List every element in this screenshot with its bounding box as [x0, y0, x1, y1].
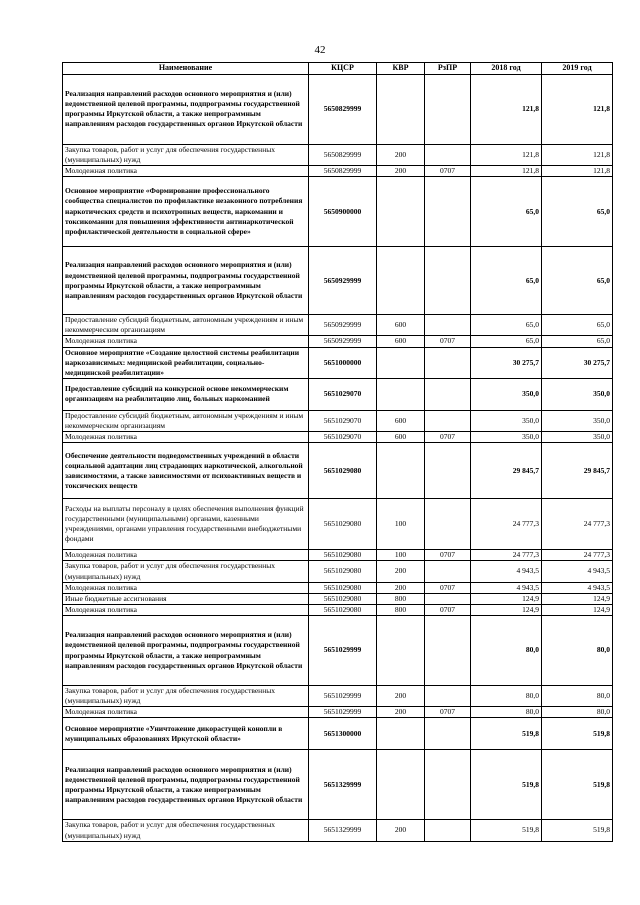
col-header-2018: 2018 год [471, 63, 542, 75]
col-header-name: Наименование [63, 63, 309, 75]
cell-kvr: 600 [377, 432, 425, 443]
cell-name: Молодежная политика [63, 604, 309, 615]
table-row [63, 247, 613, 315]
cell-2018: 24 777,3 [471, 499, 542, 550]
cell-2019: 65,0 [542, 336, 613, 347]
cell-kvr: 200 [377, 820, 425, 841]
cell-2019: 4 943,5 [542, 582, 613, 593]
budget-table [62, 62, 613, 842]
table-header-row [63, 63, 613, 75]
cell-rzpr [425, 616, 471, 686]
cell-kcsr: 5651029070 [309, 378, 377, 410]
cell-2018: 30 275,7 [471, 347, 542, 378]
cell-name: Закупка товаров, работ и услуг для обеспечения государственных (муниципальных) нужд [63, 686, 309, 707]
cell-kcsr: 5651029080 [309, 443, 377, 499]
cell-kcsr: 5651029080 [309, 593, 377, 604]
cell-name: Молодежная политика [63, 707, 309, 718]
cell-2019: 121,8 [542, 144, 613, 165]
cell-2018: 519,8 [471, 750, 542, 820]
cell-kcsr: 5651029070 [309, 432, 377, 443]
cell-rzpr [425, 177, 471, 247]
table-row [63, 315, 613, 336]
table-row [63, 707, 613, 718]
cell-rzpr: 0707 [425, 707, 471, 718]
cell-name: Предоставление субсидий на конкурсной основе некоммерческим организациям на реабилитацию лиц, больных наркоманией [63, 378, 309, 410]
cell-2018: 350,0 [471, 432, 542, 443]
cell-2018: 29 845,7 [471, 443, 542, 499]
table-row [63, 582, 613, 593]
table-row [63, 336, 613, 347]
cell-2018: 65,0 [471, 315, 542, 336]
cell-2018: 124,9 [471, 604, 542, 615]
cell-name: Молодежная политика [63, 166, 309, 177]
cell-rzpr [425, 686, 471, 707]
cell-2018: 121,8 [471, 74, 542, 144]
cell-2018: 65,0 [471, 247, 542, 315]
cell-2018: 65,0 [471, 177, 542, 247]
cell-kvr: 200 [377, 144, 425, 165]
col-header-kvr: КВР [377, 63, 425, 75]
cell-rzpr [425, 499, 471, 550]
cell-name: Расходы на выплаты персоналу в целях обеспечения выполнения функций государственными (муниципальными) органами, казенными учреждениями, органами управления государственными внебюджетными фондами [63, 499, 309, 550]
table-row [63, 432, 613, 443]
cell-kvr: 600 [377, 410, 425, 431]
cell-kvr: 200 [377, 561, 425, 582]
cell-rzpr [425, 718, 471, 750]
cell-name: Молодежная политика [63, 336, 309, 347]
cell-name: Закупка товаров, работ и услуг для обеспечения государственных (муниципальных) нужд [63, 820, 309, 841]
table-row [63, 686, 613, 707]
cell-kcsr: 5651300000 [309, 718, 377, 750]
cell-kvr: 100 [377, 499, 425, 550]
cell-kcsr: 5650929999 [309, 336, 377, 347]
table-body [63, 74, 613, 841]
cell-rzpr [425, 74, 471, 144]
cell-2018: 124,9 [471, 593, 542, 604]
col-header-2019: 2019 год [542, 63, 613, 75]
cell-2018: 121,8 [471, 144, 542, 165]
cell-kcsr: 5651029999 [309, 616, 377, 686]
cell-2019: 4 943,5 [542, 561, 613, 582]
table-row [63, 410, 613, 431]
cell-2019: 65,0 [542, 315, 613, 336]
table-row [63, 499, 613, 550]
cell-rzpr: 0707 [425, 550, 471, 561]
cell-kvr: 200 [377, 166, 425, 177]
cell-kvr: 200 [377, 707, 425, 718]
cell-rzpr [425, 820, 471, 841]
table-row [63, 166, 613, 177]
table-row [63, 443, 613, 499]
cell-name: Основное мероприятие «Создание целостной системы реабилитации наркозависимых: медицинской реабилитации, социально-медицинской реабилитации» [63, 347, 309, 378]
cell-2018: 4 943,5 [471, 561, 542, 582]
cell-2019: 350,0 [542, 378, 613, 410]
cell-name: Реализация направлений расходов основного мероприятия и (или) ведомственной целевой программы, подпрограммы государственной программы Иркутской области, а также непрограммным направлениям расходов государственных органов Иркутской области [63, 750, 309, 820]
table-row [63, 561, 613, 582]
cell-2018: 24 777,3 [471, 550, 542, 561]
cell-2019: 65,0 [542, 177, 613, 247]
cell-kvr [377, 616, 425, 686]
table-row [63, 378, 613, 410]
page-number: 42 [314, 44, 326, 56]
cell-kvr [377, 378, 425, 410]
cell-name: Молодежная политика [63, 550, 309, 561]
cell-2019: 519,8 [542, 750, 613, 820]
table-row [63, 616, 613, 686]
cell-name: Закупка товаров, работ и услуг для обеспечения государственных (муниципальных) нужд [63, 561, 309, 582]
cell-name: Предоставление субсидий бюджетным, автономным учреждениям и иным некоммерческим организациям [63, 315, 309, 336]
cell-2018: 519,8 [471, 718, 542, 750]
cell-2019: 29 845,7 [542, 443, 613, 499]
cell-kvr [377, 247, 425, 315]
cell-name: Иные бюджетные ассигнования [63, 593, 309, 604]
cell-2019: 30 275,7 [542, 347, 613, 378]
cell-kcsr: 5651329999 [309, 750, 377, 820]
cell-kcsr: 5650829999 [309, 74, 377, 144]
cell-kcsr: 5650929999 [309, 247, 377, 315]
cell-rzpr [425, 247, 471, 315]
cell-rzpr [425, 315, 471, 336]
table-row [63, 347, 613, 378]
cell-2018: 65,0 [471, 336, 542, 347]
table-row [63, 593, 613, 604]
cell-kvr: 800 [377, 593, 425, 604]
cell-2019: 121,8 [542, 166, 613, 177]
cell-rzpr [425, 378, 471, 410]
cell-name: Молодежная политика [63, 432, 309, 443]
cell-2019: 80,0 [542, 686, 613, 707]
cell-kvr: 200 [377, 686, 425, 707]
cell-kvr: 800 [377, 604, 425, 615]
cell-name: Реализация направлений расходов основного мероприятия и (или) ведомственной целевой программы, подпрограммы государственной программы Иркутской области, а также непрограммным направлениям расходов государственных органов Иркутской области [63, 74, 309, 144]
cell-kcsr: 5650829999 [309, 166, 377, 177]
cell-kvr [377, 718, 425, 750]
cell-kvr: 200 [377, 582, 425, 593]
table-row [63, 74, 613, 144]
cell-kvr [377, 750, 425, 820]
cell-name: Молодежная политика [63, 582, 309, 593]
cell-2019: 65,0 [542, 247, 613, 315]
cell-rzpr [425, 144, 471, 165]
cell-kcsr: 5651029999 [309, 686, 377, 707]
cell-rzpr [425, 443, 471, 499]
cell-2019: 350,0 [542, 410, 613, 431]
cell-kvr [377, 443, 425, 499]
cell-2018: 350,0 [471, 378, 542, 410]
cell-kcsr: 5651029999 [309, 707, 377, 718]
table-row [63, 550, 613, 561]
cell-name: Реализация направлений расходов основного мероприятия и (или) ведомственной целевой программы, подпрограммы государственной программы Иркутской области, а также непрограммным направлениям расходов государственных органов Иркутской области [63, 247, 309, 315]
table-row [63, 750, 613, 820]
cell-rzpr [425, 593, 471, 604]
cell-rzpr: 0707 [425, 166, 471, 177]
cell-kcsr: 5650929999 [309, 315, 377, 336]
cell-rzpr [425, 347, 471, 378]
cell-2019: 80,0 [542, 707, 613, 718]
cell-rzpr: 0707 [425, 336, 471, 347]
cell-2019: 124,9 [542, 593, 613, 604]
cell-kcsr: 5651029080 [309, 561, 377, 582]
cell-rzpr [425, 410, 471, 431]
cell-2019: 24 777,3 [542, 499, 613, 550]
cell-2018: 350,0 [471, 410, 542, 431]
cell-2019: 80,0 [542, 616, 613, 686]
cell-kvr [377, 74, 425, 144]
cell-2019: 124,9 [542, 604, 613, 615]
table-row [63, 718, 613, 750]
cell-kcsr: 5651029080 [309, 604, 377, 615]
cell-rzpr: 0707 [425, 432, 471, 443]
cell-kvr: 600 [377, 315, 425, 336]
cell-kvr [377, 177, 425, 247]
cell-2018: 4 943,5 [471, 582, 542, 593]
cell-rzpr: 0707 [425, 604, 471, 615]
col-header-rzpr: РзПР [425, 63, 471, 75]
cell-2018: 80,0 [471, 686, 542, 707]
cell-2019: 519,8 [542, 820, 613, 841]
cell-name: Обеспечение деятельности подведомственных учреждений в области социальной адаптации лиц страдающих наркотической, алкогольной зависимостями, а также зависимостями от психоактивных веществ и токсических веществ [63, 443, 309, 499]
cell-kcsr: 5650829999 [309, 144, 377, 165]
cell-rzpr [425, 561, 471, 582]
cell-2019: 24 777,3 [542, 550, 613, 561]
cell-name: Основное мероприятие «Формирование профессионального сообщества специалистов по профилактике незаконного потребления наркотических средств и психотропных веществ, наркомании и токсикомании для повышения эффективности антинаркотической профилактической деятельности в социальной сфере» [63, 177, 309, 247]
cell-name: Закупка товаров, работ и услуг для обеспечения государственных (муниципальных) нужд [63, 144, 309, 165]
cell-kcsr: 5651000000 [309, 347, 377, 378]
cell-2018: 519,8 [471, 820, 542, 841]
cell-2018: 121,8 [471, 166, 542, 177]
cell-kvr [377, 347, 425, 378]
cell-kcsr: 5651029070 [309, 410, 377, 431]
cell-2019: 350,0 [542, 432, 613, 443]
cell-rzpr: 0707 [425, 582, 471, 593]
cell-2019: 519,8 [542, 718, 613, 750]
cell-kvr: 100 [377, 550, 425, 561]
cell-2019: 121,8 [542, 74, 613, 144]
cell-name: Основное мероприятие «Уничтожение дикорастущей конопли в муниципальных образованиях Иркутской области» [63, 718, 309, 750]
table-row [63, 604, 613, 615]
cell-kcsr: 5650900000 [309, 177, 377, 247]
cell-rzpr [425, 750, 471, 820]
cell-2018: 80,0 [471, 616, 542, 686]
table-row [63, 144, 613, 165]
cell-kcsr: 5651329999 [309, 820, 377, 841]
cell-kcsr: 5651029080 [309, 550, 377, 561]
cell-2018: 80,0 [471, 707, 542, 718]
cell-name: Предоставление субсидий бюджетным, автономным учреждениям и иным некоммерческим организациям [63, 410, 309, 431]
table-row [63, 820, 613, 841]
cell-kcsr: 5651029080 [309, 499, 377, 550]
cell-kvr: 600 [377, 336, 425, 347]
cell-kcsr: 5651029080 [309, 582, 377, 593]
cell-name: Реализация направлений расходов основного мероприятия и (или) ведомственной целевой программы, подпрограммы государственной программы Иркутской области, а также непрограммным направлениям расходов государственных органов Иркутской области [63, 616, 309, 686]
col-header-kcsr: КЦСР [309, 63, 377, 75]
table-row [63, 177, 613, 247]
